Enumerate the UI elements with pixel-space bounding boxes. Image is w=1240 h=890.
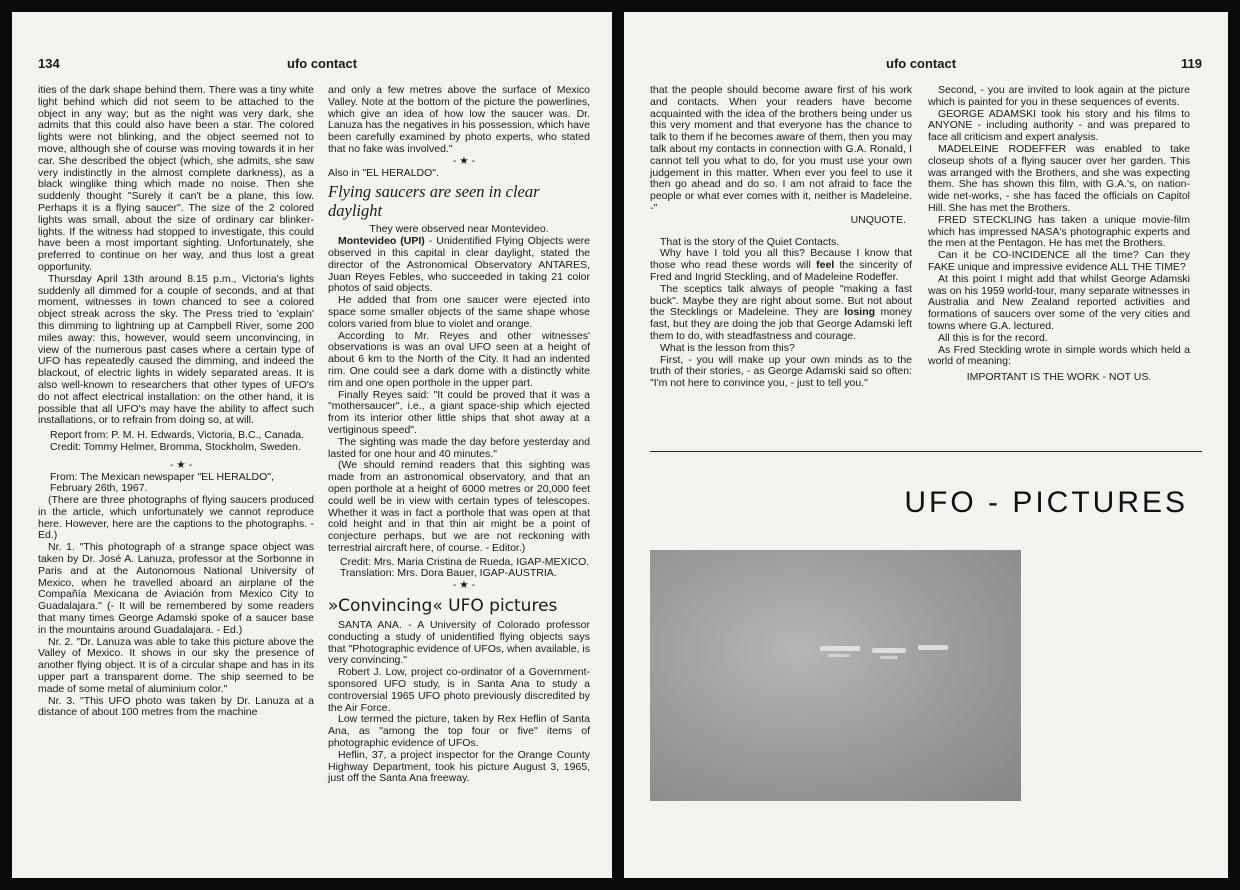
star-divider: - ★ - [169,458,193,471]
paragraph: Second, - you are invited to look again at the picture which is painted for you in these sequences of events. [928,84,1190,108]
running-head: ufo contact [287,56,358,71]
closing-line: IMPORTANT IS THE WORK - NOT US. [966,371,1152,384]
paragraph [650,284,912,343]
paragraph: That is the story of the Quiet Contacts. [660,235,840,248]
article-subheading: They were observed near Montevideo. [369,223,549,236]
page-number: 134 [38,56,60,71]
translation-line: Translation: Mrs. Dora Bauer, IGAP-AUSTRIA. [340,567,557,580]
right-page [624,12,1228,878]
running-head: ufo contact [886,56,957,71]
emphasis: feel [816,259,835,272]
light-streak [820,646,860,651]
section-divider [650,451,1202,452]
paragraph: All this is for the record. [938,331,1048,344]
paragraph: Nr. 2. "Dr. Lanuza was able to take this picture above the Valley of Mexico. It shows in our sky the presence of another flying object. It is of a circular shape and has in its upper part a transparent dome. The ship seemed to be made of some metal of aluminium color." [38,635,314,695]
page-number: 119 [1181,56,1202,71]
paragraph-text: The sceptics talk always of people "making a fast buck". Maybe they are right about some. But not about the Stecklings or Madeleine. They are [650,282,912,319]
paragraph: Thursday April 13th around 8.15 p.m., Victoria's lights suddenly all dimmed for a couple of seconds, and at that moment, witnesses in town chanced to see a colored object streak across the sky. The Press tried to 'explain' this dimming to lightning up at Campbell River, some 200 miles away: this, however, would seem unconvincing, in view of the numerous past cases where a certain type of UFO has repeatedly caused the dimming, and indeed the blackout, of electric lights in widely separated areas. It is also well-known to researchers that other types of UFO's do not affect electrical installation: on the other hand, it is possible that all UFO's may have the ability to affect such installations, or to refrain from doing so, at will. [38,272,314,427]
paragraph: SANTA ANA. - A University of Colorado professor conducting a study of unidentified flying objects says that "Photographic evidence of UFOs, when available, is very convincing." [328,619,590,667]
emphasis: losing [844,306,876,319]
article-heading: »Convincing« UFO pictures [328,596,558,617]
paragraph: Nr. 3. "This UFO photo was taken by Dr. Lanuza at a distance of about 100 metres from the machine [38,694,314,719]
credit-line: Credit: Mrs. Maria Cristina de Rueda, IGAP-MEXICO. [340,555,590,568]
paragraph: What is the lesson from this? [660,341,795,354]
paragraph: According to Mr. Reyes and other witnesses' observations is was an oval UFO seen at a height of about 6 km to the North of the City. It had an indented rim. One could see a dark dome with a distinctly white rim and one open porthole in the upper part. [328,329,590,389]
paragraph-text: - Unidentified Flying Objects were observed in this capital in clear daylight, stated the director of the Astronomical Observatory ANTARES, Juan Reyes Febles, who succeeded in taking 21 color photos of said objects. [328,235,590,295]
paragraph [650,248,912,283]
light-streak [872,648,906,653]
article-heading: Flying saucers are seen in clear daylight [328,182,540,221]
paragraph: MADELEINE RODEFFER was enabled to take closeup shots of a flying saucer over her garden. This was arranged with the Brothers, and she was expecting them. She has shown this film, with G.A.'s, on nation-wide net-works, - she has faced the officials on Capitol Hill. She has met the Brothers. [928,142,1190,214]
section-title: UFO - PICTURES [904,486,1188,519]
unquote: UNQUOTE. [850,213,906,226]
paragraph: Low termed the picture, taken by Rex Heflin of Santa Ana, as "among the top four or five" items of photographic evidence of UFOs. [328,713,590,750]
paragraph: As Fred Steckling wrote in simple words which held a world of meaning: [928,343,1190,368]
paragraph: and only a few metres above the surface of Mexico Valley. Note at the bottom of the picture the powerlines, which give an idea of how low the saucer was. Dr. Lanuza has the negatives in his possession, which have been carefully examined by photo experts, who stated that no fake was involved." [328,84,590,155]
paragraph-text: Why have I told you all this? Because I know that those who read these words will [650,247,912,272]
credit-line: Credit: Tommy Helmer, Bromma, Stockholm, Sweden. [50,440,301,453]
paragraph: At this point I might add that whilst George Adamski was on his 1959 world-tour, many separate witnesses in Australia and New Zealand reported activities and formations of saucers over some of the very cities and towns where G.A. lectured. [928,272,1190,332]
paragraph: Finally Reyes said: "It could be proved that it was a "mothersaucer", i.e., a giant space-ship which ejected from its interior other little ships that shot away at a vertiginous speed". [328,388,590,436]
paragraph: ities of the dark shape behind them. There was a tiny white light behind which did not seem to be attached to the object in any way; but as the night was very dark, she admits that this could also have been a star. The colored lights were not blinking, and the object seemed not to move, although she of course was moving towards it in her car. She described the object (which, she admits, she saw very indistinctly in the almost complete darkness), as a black winglike thing which made no noise. Then she suddenly thought "Surely it can't be a plane, this low. Perhaps it is a flying saucer". The size of the 2 colored lights was small, about the size of ordinary car blinker-lights. If the witness had stopped to investigate, this could have been a most important sighting. Unfortunately, she preferred to continue on her way, and thus lost a great opportunity. [38,84,314,273]
paragraph: (There are three photographs of flying saucers produced in the article, which unfortunately we cannot reproduce here. However, here are the captions to the photographs. - Ed.) [38,494,314,542]
light-streak [880,656,898,659]
report-line: Report from: P. M. H. Edwards, Victoria, B.C., Canada. [50,429,305,442]
star-divider: - ★ - [452,154,476,167]
paragraph-text: the sincerity of Fred and Ingrid Steckling, and of Madeleine Rodeffer. [650,259,912,283]
source-line: Also in "EL HERALDO". [328,166,439,179]
right-column-1 [650,85,912,390]
paragraph: First, - you will make up your own minds as to the truth of their stories, - as George Adamski said so often: "I'm not here to convince you, - just to tell you." [650,353,912,390]
light-streak [918,645,948,650]
paragraph: GEORGE ADAMSKI took his story and his films to ANYONE - including authority - and was prepared to face all criticism and expert analysis. [928,107,1190,144]
left-page [12,12,612,878]
paragraph: Nr. 1. "This photograph of a strange space object was taken by Dr. José A. Lanuza, professor at the Sorbonne in Paris and at the Autonomous National University of Mexico, when he travelled aboard an airplane of the Compañía Mexicana de Aviación from Mexico City to Guadalajara." (- It will be remembered by some readers that many times George Adamski spoke of a saucer base in the mountains around Guadalajara. - Ed.) [38,541,314,636]
light-streak [828,654,850,657]
paragraph: FRED STECKLING has taken a unique movie-film which has impressed NASA's photographic experts and the men at the Pentagon. He has met the Brothers. [928,213,1190,250]
paragraph: The sighting was made the day before yesterday and lasted for one hour and 40 minutes." [328,435,590,460]
ufo-photograph [650,550,1021,801]
paragraph: (We should remind readers that this sighting was made from an astronomical observatory, and that an open porthole at a height of 6000 metres or 20,000 feet could well be in view with certain types of telescopes. Whether it was in fact a porthole that was open at that cold height and in that thin air might be a point of conjecture perhaps, but we are not reckoning with terrestrial aircraft here, of course. - Editor.) [328,459,590,554]
paragraph: Heflin, 37, a project inspector for the Orange County Highway Department, took his picture August 3, 1965, just off the Santa Ana freeway. [328,748,590,785]
dateline: Montevideo (UPI) [338,235,425,248]
source-line: From: The Mexican newspaper "EL HERALDO", February 26th, 1967. [50,470,274,495]
left-column-2 [328,85,590,785]
paragraph: He added that from one saucer were ejected into space some smaller objects of the same shape whose colors varied from blue to violet and orange. [328,294,590,330]
paragraph: Can it be CO-INCIDENCE all the time? Can they FAKE unique and impressive evidence ALL THE TIME? [928,249,1190,273]
paragraph-text: money fast, but they are doing the job that George Adamski left them to do, with steadfastness and courage. [650,306,912,342]
left-column-1 [38,85,314,719]
paragraph: that the people should become aware first of his work and contacts. When your readers have become acquainted with the idea of the brothers being under us this very moment and that everyone has the chance to talk to them if he becomes aware of them, then you may talk about my contacts in connection with G.A. Ronald, I cannot tell you what to do, for you must use your own judgement in this matter. When ever you feel to use it then go ahead and do so. I am not afraid to face the people or what ever comes with it, neither is Madeleine. -" [650,84,912,214]
right-column-2 [928,85,1190,384]
paragraph: Robert J. Low, project co-ordinator of a Government-sponsored UFO study, is in Santa Ana to study a controversial 1965 UFO photo previously discredited by the Air Force. [328,666,590,714]
star-divider: - ★ - [452,579,476,592]
